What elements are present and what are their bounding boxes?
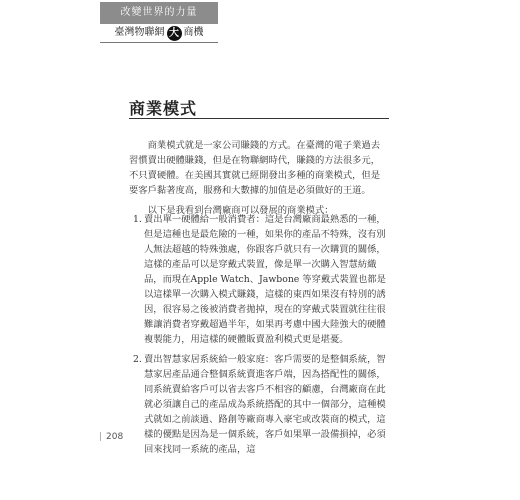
list-intro-paragraph: 以下是我看到台灣廠商可以發展的商業模式： <box>147 205 334 217</box>
list-item-text: 賣出單一硬體給一般消費者：這是台灣廠商最熟悉的一種，但是這種也是最危險的一種，如果你的產品不特殊，沒有別人無法超越的特殊強處，你跟客戶就只有一次購買的關係，這樣的產品可以是穿戴式裝置，像是單一次購入智慧紡織品，而現在Apple Watch、Jawbone 等穿戴式裝置也都是以這樣單一次購入模式賺錢，這樣的東西如果沒有特別的誘因，很容易之後被消費者拋掉，現在的穿戴式裝置就往往很難讓消費者穿戴超過半年，如果再考慮中國大陸強大的硬體複製能力，用這樣的硬體販賣盈利模式更是堪憂。 <box>144 214 386 345</box>
list-item-number: 2. <box>133 354 142 365</box>
book-title-part-1: 臺灣物聯網 <box>114 27 165 38</box>
list-item-text: 賣出智慧家居系統給一般家庭：客戶需要的是整個系統，智慧家居產品通合整個系統賣進客戶端，因為搭配性的關係，同系統賣給客戶可以省去客戶不相容的顧慮，台灣廠商在此就必須讓自己的產品成為系統搭配的其中一個部分，這種模式就如之前談過、路創等廠商專入豪宅或改裝商的模式，這樣的優點是因為是一個系統，客戶如果單一設備損掉，必須回來找同一系統的產品，這 <box>144 354 386 455</box>
book-title-circle-character: 大 <box>167 26 182 41</box>
list-item <box>133 352 389 457</box>
section-title: 商業模式 <box>129 99 198 118</box>
title-underline <box>129 118 389 119</box>
list-item <box>133 212 389 347</box>
list-item-number: 1. <box>133 214 142 225</box>
business-model-list <box>133 212 389 462</box>
footer-separator: | <box>99 432 103 442</box>
running-header <box>100 2 218 42</box>
series-title: 改變世界的力量 <box>100 2 218 24</box>
book-title <box>100 24 218 43</box>
intro-paragraph: 商業模式就是一家公司賺錢的方式。在臺灣的電子業過去習慣賣出硬體賺錢，但是在物聯網時代，賺錢的方法很多元，不只賣硬體。在美國其實就已經開發出多種的商業模式，但是要客戶黏著度高，服務和大數據的加值是必須做好的王道。 <box>129 140 381 197</box>
page-number: 208 <box>106 432 124 442</box>
page-footer <box>99 432 123 442</box>
book-title-part-2: 商機 <box>183 27 204 38</box>
